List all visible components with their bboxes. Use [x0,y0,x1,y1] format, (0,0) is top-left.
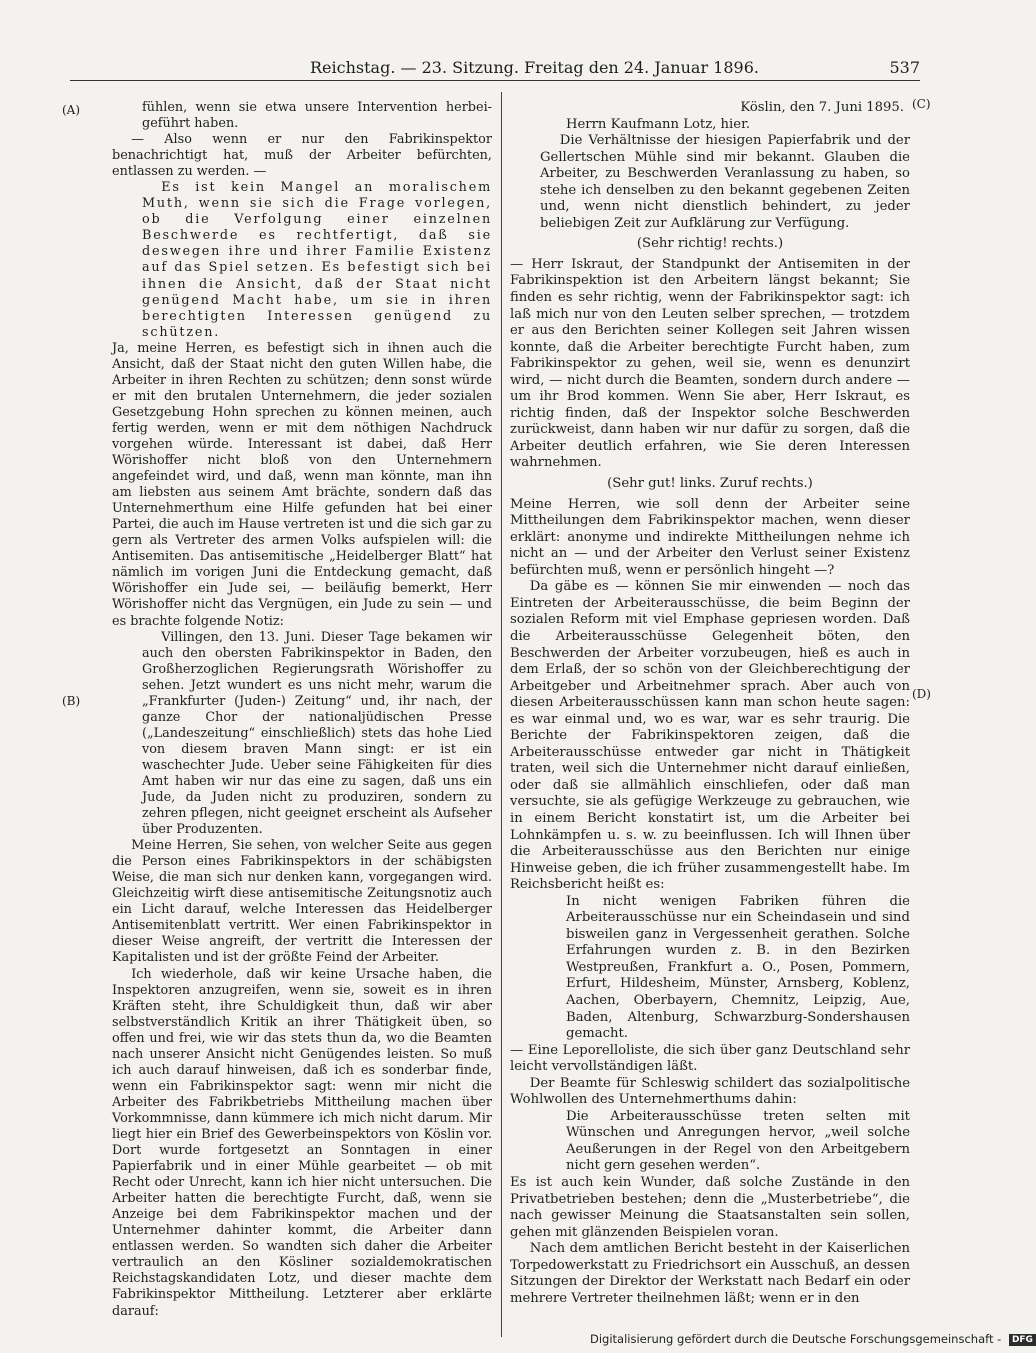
margin-marker-c: (C) [912,97,931,111]
left-quote-1: Es ist kein Mangel an moralischem Muth, wenn sie sich die Frage vorlegen, ob die Verfolgung einer einzelnen Beschwerde es rechtfertigt, daß sie deswegen ihre und ihrer Familie Existenz auf das Spiel setzen. Es befestigt sich bei ihnen die Ansicht, daß der Staat nicht genügend Macht habe, um sie in ihren berechtigten Interessen genügend zu schützen. [142,180,492,340]
margin-marker-d: (D) [912,687,931,701]
right-paragraph-3: Meine Herren, wie soll denn der Arbeiter seine Mittheilungen dem Fabrikinspektor machen, wenn dieser erklärt: anonyme und indirekte Mittheilungen nehme ich nicht an — und der Arbeiter den Verlust seiner Existenz befürchten muß, wenn er persönlich hingeht —? [510,496,910,578]
right-paragraph-7: Es ist auch kein Wunder, daß solche Zustände in den Privatbetrieben bestehen; denn die „Musterbetriebe“, die nach gewisser Meinung die Staatsanstalten sein sollen, gehen mit glänzenden Beispielen voran. [510,1175,910,1240]
letter-salutation: Herrn Kaufmann Lotz, hier. [566,116,751,132]
page-header [70,58,920,81]
running-title: Reichstag. — 23. Sitzung. Freitag den 24. Januar 1896. [310,58,759,77]
letter-body: Die Verhältnisse der hiesigen Papierfabrik und der Gellertschen Mühle sind mir bekannt. Glauben die Arbeiter, zu Beschwerden Veranlassung zu haben, so stehe ich denselben zu den bekannt gegebenen Zeiten und, wenn nicht dienstlich behindert, zu jeder beliebigen Zeit zur Aufklärung zur Verfügung. [540,133,910,231]
left-paragraph-1: fühlen, wenn sie etwa unsere Intervention herbei-geführt haben. [142,100,492,132]
left-paragraph-2: — Also wenn er nur den Fabrikinspektor benachrichtigt hat, muß der Arbeiter befürchten, entlassen zu werden. — [112,132,492,180]
left-paragraph-4: Ja, meine Herren, es befestigt sich in ihnen auch die Ansicht, daß der Staat nicht den guten Willen habe, die Arbeiter in ihren Rechten zu schützen; denn sonst würde er mit den brutalen Unternehmern, die jeder sozialen Gesetzgebung Hohn sprechen zu können meinen, auch fertig werden, wenn er mit dem nöthigen Nachdruck vorgehen würde. Interessant ist dabei, daß Herr Wörishoffer nicht bloß von den Unternehmern angefeindet wird, und daß, wenn man könnte, man ihn am liebsten aus seinem Amt brächte, sondern daß das Unternehmerthum eine Hilfe gefunden hat bei einer Partei, die auch im Hause vertreten ist und die sich gar zu gern als Vertreter des armen Volks aufspielen will: die Antisemiten. Das antisemitische „Heidelberger Blatt“ hat nämlich im vorigen Juni die Entdeckung gemacht, daß Wörishoffer ein Jude sei, — beiläufig bemerkt, Herr Wörishoffer nicht das Vergnügen, ein Jude zu sein — und es brachte folgende Notiz: [112,340,492,629]
right-quote-2: Die Arbeiterausschüsse treten selten mit Wünschen und Anregungen hervor, „weil solche Aeußerungen in der Regel von den Arbeitgebern nicht gern gesehen werden“. [566,1108,910,1174]
interjection-1: (Sehr richtig! rechts.) [636,236,784,252]
interjection-2: (Sehr gut! links. Zuruf rechts.) [607,476,813,492]
margin-marker-a: (A) [62,103,81,117]
left-column [112,100,492,1320]
left-paragraph-6: Meine Herren, Sie sehen, von welcher Seite aus gegen die Person eines Fabrikinspektors in der schäbigsten Weise, die man sich nur denken kann, vorgegangen wird. Gleichzeitig wirft diese antisemitische Zeitungsnotiz auch ein Licht darauf, welche Interessen das Heidelberger Antisemitenblatt vertritt. Wer einen Fabrikinspektor in dieser Weise angreift, der vertritt die Interessen der Kapitalisten und ist der größte Feind der Arbeiter. [112,838,492,966]
page-number: 537 [889,58,920,77]
letter-dateline: Köslin, den 7. Juni 1895. [740,100,904,115]
left-quote-2: Villingen, den 13. Juni. Dieser Tage bekamen wir auch den obersten Fabrikinspektor in Baden, den Großherzoglichen Regierungsrath Wörishoffer zu sehen. Jetzt wundert es uns nicht mehr, warum die „Frankfurter (Juden-) Zeitung“ und, ihr nach, der ganze Chor der nationaljüdischen Presse („Landeszeitung“ einschließlich) stets das hohe Lied von diesem braven Mann singt: er ist ein waschechter Jude. Ueber seine Fähigkeiten für dies Amt haben wir nur das eine zu sagen, daß uns ein Jude, da Juden nicht zu produziren, sondern zu zehren pflegen, nicht geeignet erscheint als Aufseher über Produzenten. [142,629,492,838]
left-paragraph-7: Ich wiederhole, daß wir keine Ursache haben, die Inspektoren anzugreifen, wenn sie, soweit es in ihren Kräften steht, ihre Schuldigkeit thun, daß wir aber selbstverständlich Kritik an ihrer Thätigkeit üben, so offen und frei, wie wir das stets thun da, wo die Beamten nach unserer Ansicht nicht Genügendes leisten. So muß ich auch darauf hinweisen, daß ich es sonderbar finde, wenn ein Fabrikinspektor sagt: wenn mir nicht die Arbeiter des Fabrikbetriebs Mittheilung machen über Vorkommnisse, dann kümmere ich mich nicht darum. Mir liegt hier ein Brief des Gewerbeinspektors von Köslin vor. Dort wurde fortgesetzt an Sonntagen in einer Papierfabrik und in einer Mühle gearbeitet — ob mit Recht oder Unrecht, kann ich hier nicht untersuchen. Die Arbeiter hatten die berechtigte Furcht, daß, wenn sie Anzeige bei dem Fabrikinspektor machen und der Unternehmer dahinter kommt, die Arbeiter dann entlassen werden. So wandten sich daher die Arbeiter vertraulich an den Kösliner sozialdemokratischen Reichstagskandidaten Lotz, und dieser machte dem Fabrikinspektor Mittheilung. Letzterer aber erklärte darauf: [112,966,492,1319]
credit-text: Digitalisierung gefördert durch die Deutsche Forschungsgemeinschaft - [590,1332,1002,1346]
right-paragraph-8: Nach dem amtlichen Bericht besteht in der Kaiserlichen Torpedowerkstatt zu Friedrichsort ein Ausschuß, an dessen Sitzungen der Direktor der Werkstatt nach Bedarf ein oder mehrere Vertreter theilnehmen läßt; wenn er in den [510,1241,910,1306]
right-column [510,100,910,1307]
right-paragraph-6: Der Beamte für Schleswig schildert das sozialpolitische Wohlwollen des Unternehmerthums dahin: [510,1075,910,1108]
right-paragraph-2: — Herr Iskraut, der Standpunkt der Antisemiten in der Fabrikinspektion ist den Arbeitern längst bekannt; Sie finden es sehr richtig, wenn der Fabrikinspektor sagt: ich laß mich nur von den Leuten selber sprechen, — trotzdem er aus den Berichten seiner Kollegen seit Jahren wissen konnte, daß die Arbeiter berechtigte Furcht haben, zum Fabrikinspektor zu gehen, weil sie, wenn es denunzirt wird, — nicht durch die Beamten, sondern durch andere — um ihr Brod kommen. Wenn Sie aber, Herr Iskraut, es richtig finden, daß der Inspektor solche Beschwerden zurückweist, dann haben wir nur dafür zu sorgen, daß die Arbeiter deutlich erfahren, wie Sie deren Interessen wahrnehmen. [510,256,910,471]
dfg-logo: DFG [1009,1334,1036,1346]
column-divider [501,92,502,1337]
right-quote-1: In nicht wenigen Fabriken führen die Arbeiterausschüsse nur ein Scheindasein und sind bisweilen ganz in Vergessenheit gerathen. Solche Erfahrungen wurden z. B. in den Bezirken Westpreußen, Frankfurt a. O., Posen, Pommern, Erfurt, Hildesheim, Münster, Arnsberg, Koblenz, Aachen, Oberbayern, Chemnitz, Leipzig, Aue, Baden, Altenburg, Schwarzburg-Sondershausen gemacht. [566,893,910,1042]
digitization-credit [590,1332,1036,1346]
margin-marker-b: (B) [62,694,81,708]
right-paragraph-5: — Eine Leporelloliste, die sich über ganz Deutschland sehr leicht vervollständigen läßt. [510,1042,910,1075]
right-paragraph-4: Da gäbe es — können Sie mir einwenden — noch das Eintreten der Arbeiterausschüsse, die beim Beginn der sozialen Reform mit viel Emphase gepriesen worden. Daß die Arbeiterausschüsse Gelegenheit böten, den Beschwerden der Arbeiter vorzubeugen, hieß es auch in dem Erlaß, der so schön von der Gleichberechtigung der Arbeitgeber und Arbeitnehmer sprach. Aber auch von diesen Arbeiterausschüssen kann man schon heute sagen: es war einmal und, wo es war, war es sehr traurig. Die Berichte der Fabrikinspektoren zeigen, daß die Arbeiterausschüsse entweder gar nicht in Thätigkeit traten, weil sich die Unternehmer nicht darauf einließen, oder daß sie allmählich einschliefen, oder daß man versuchte, sie als gefügige Werkzeuge zu gebrauchen, wie in einem Bericht konstatirt ist, um die Arbeiter bei Lohnkämpfen u. s. w. zu beeinflussen. Ich will Ihnen über die Arbeiterausschüsse aus den Berichten nur einige Hinweise geben, die ich früher zusammengestellt habe. Im Reichsbericht heißt es: [510,579,910,893]
